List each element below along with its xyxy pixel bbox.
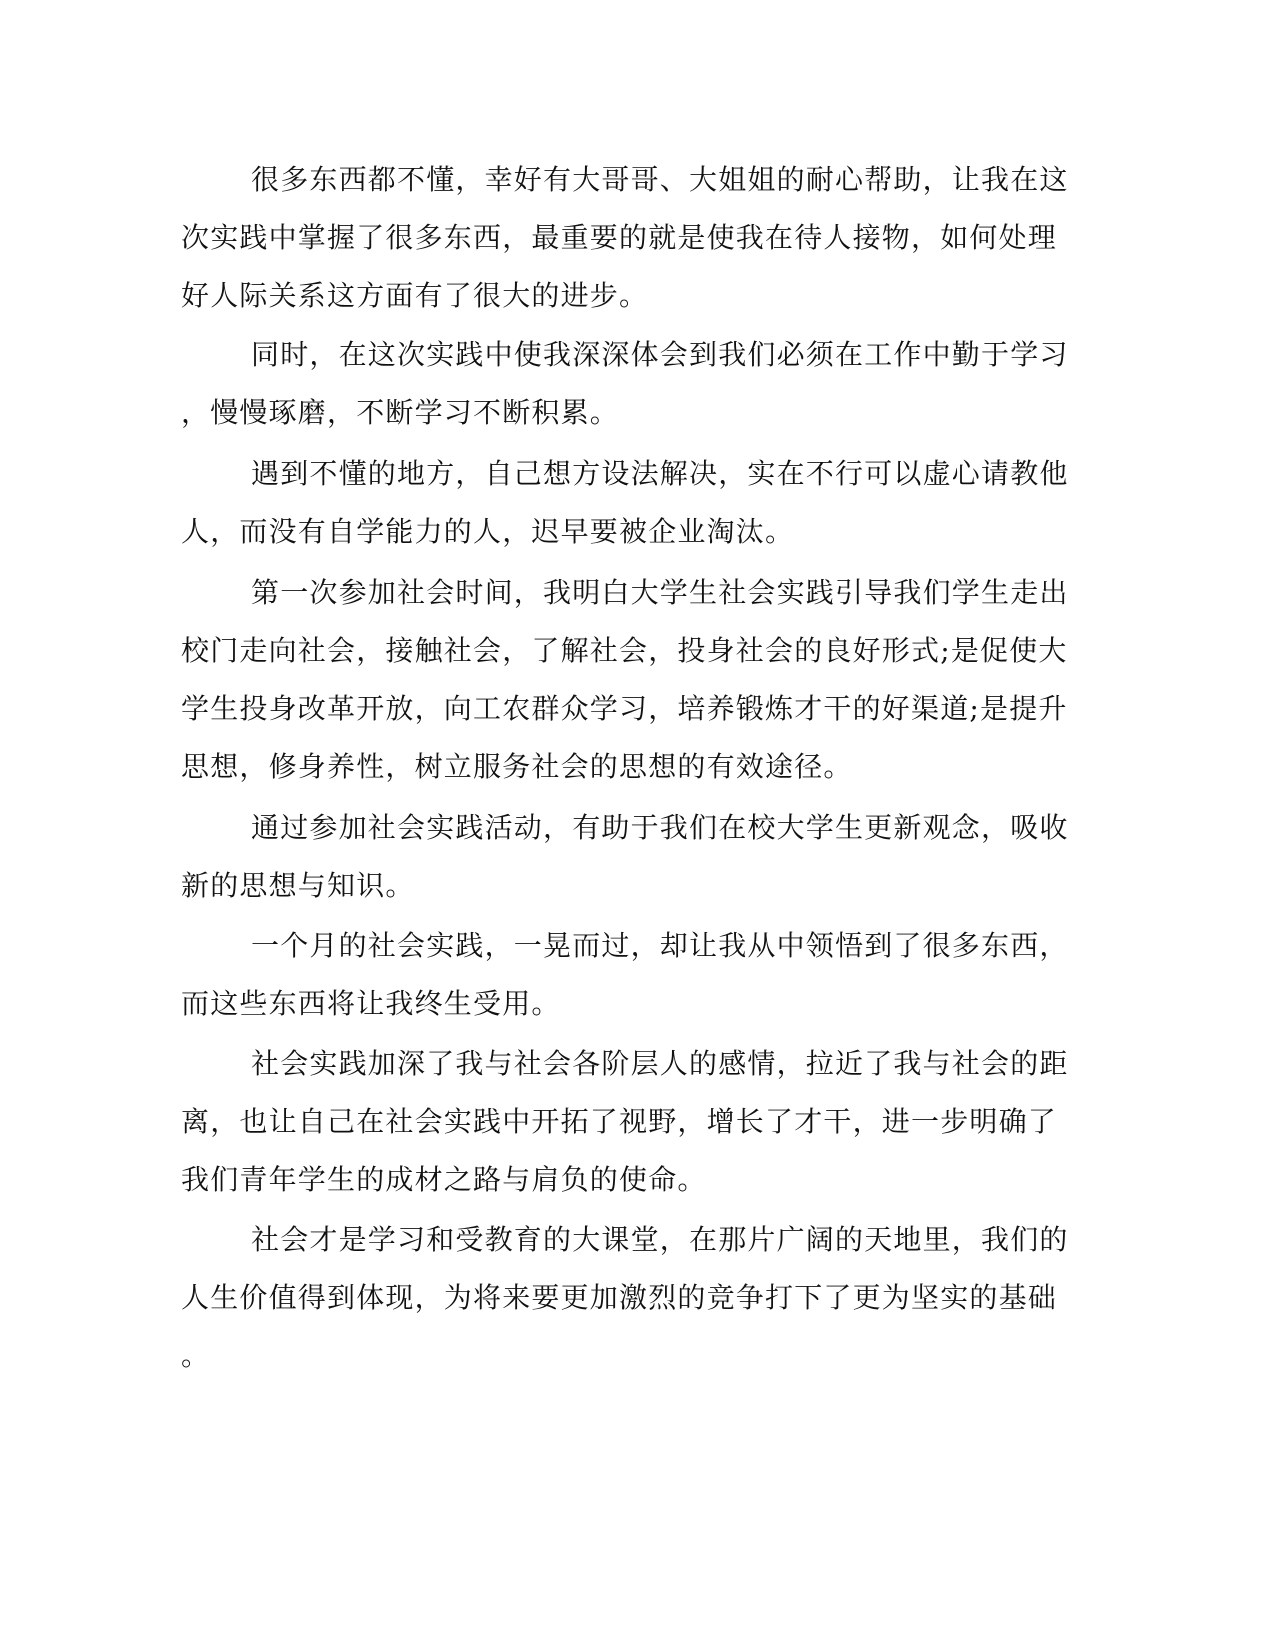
text-line: 很多东西都不懂，幸好有大哥哥、大姐姐的耐心帮助，让我在这	[251, 163, 1069, 196]
text-line: 社会才是学习和受教育的大课堂，在那片广阔的天地里，我们的	[251, 1223, 1069, 1256]
text-line: 而这些东西将让我终生受用。	[181, 987, 561, 1020]
text-line: 通过参加社会实践活动，有助于我们在校大学生更新观念，吸收	[251, 811, 1069, 844]
text-line: 离，也让自己在社会实践中开拓了视野，增长了才干，进一步明确了	[181, 1105, 1058, 1138]
text-line: 思想，修身养性，树立服务社会的思想的有效途径。	[181, 750, 853, 783]
text-line: 人生价值得到体现，为将来要更加激烈的竞争打下了更为坚实的基础	[181, 1281, 1058, 1314]
text-line: ，慢慢琢磨，不断学习不断积累。	[181, 396, 620, 429]
text-line: 我们青年学生的成材之路与肩负的使命。	[181, 1163, 707, 1196]
text-line: 校门走向社会，接触社会，了解社会，投身社会的良好形式;是促使大	[181, 634, 1068, 667]
text-line: 学生投身改革开放，向工农群众学习，培养锻炼才干的好渠道;是提升	[181, 692, 1068, 725]
text-line: 遇到不懂的地方，自己想方设法解决，实在不行可以虚心请教他	[251, 457, 1069, 490]
text-line: 一个月的社会实践，一晃而过，却让我从中领悟到了很多东西，	[251, 929, 1069, 962]
text-line: 人，而没有自学能力的人，迟早要被企业淘汰。	[181, 515, 795, 548]
text-line: 社会实践加深了我与社会各阶层人的感情，拉近了我与社会的距	[251, 1047, 1069, 1080]
text-line: 同时，在这次实践中使我深深体会到我们必须在工作中勤于学习	[251, 338, 1069, 371]
text-line: 次实践中掌握了很多东西，最重要的就是使我在待人接物，如何处理	[181, 221, 1058, 254]
text-line: 好人际关系这方面有了很大的进步。	[181, 279, 649, 312]
text-line: 新的思想与知识。	[181, 869, 415, 902]
text-line: 。	[181, 1339, 211, 1372]
text-line: 第一次参加社会时间，我明白大学生社会实践引导我们学生走出	[251, 576, 1069, 609]
